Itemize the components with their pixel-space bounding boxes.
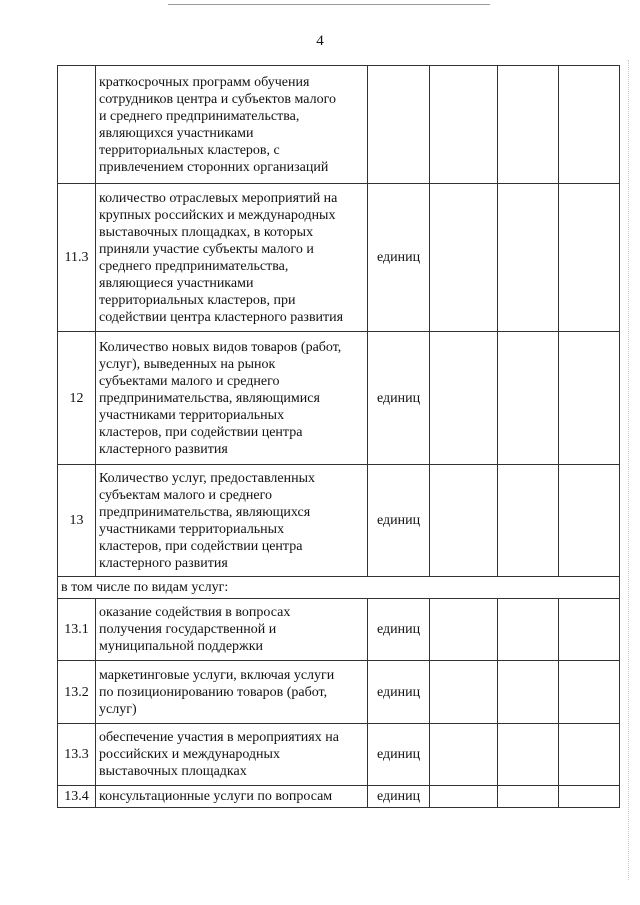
indicator-description: [96, 599, 368, 661]
value-cell: [559, 599, 620, 661]
row-number: 13.4: [58, 786, 96, 808]
unit-cell: единиц: [368, 465, 430, 577]
description-line: получения государственной и: [99, 622, 277, 637]
description-line: предпринимательства, являющимися: [99, 390, 320, 406]
section-label: в том числе по видам услуг:: [58, 577, 620, 599]
row-number: 13.3: [58, 724, 96, 786]
description-line: количество отраслевых мероприятий на: [99, 190, 338, 206]
description-line: сотрудников центра и субъектов малого: [99, 91, 336, 107]
description-line: выставочных площадках: [99, 764, 247, 779]
value-cell: [430, 786, 498, 808]
value-cell: [430, 661, 498, 724]
table-body: [58, 66, 620, 808]
description-line: среднего предпринимательства,: [99, 258, 289, 274]
table-row: [58, 786, 620, 808]
value-cell: [498, 66, 559, 184]
description-line: кластерного развития: [99, 441, 228, 457]
indicators-table: [57, 65, 620, 808]
value-cell: [430, 332, 498, 465]
indicator-description: [96, 724, 368, 786]
value-cell: [559, 786, 620, 808]
table-row: [58, 332, 620, 465]
value-cell: [559, 724, 620, 786]
value-cell: [559, 465, 620, 577]
description-line: и среднего предпринимательства,: [99, 108, 300, 124]
description-line: привлечением сторонних организаций: [99, 159, 329, 175]
indicator-description: [96, 465, 368, 577]
unit-cell: единиц: [368, 332, 430, 465]
description-line: маркетинговые услуги, включая услуги: [99, 667, 335, 683]
indicator-description: [96, 184, 368, 332]
description-line: выставочных площадках, в которых: [99, 224, 314, 240]
row-number: 13: [58, 465, 96, 577]
description-line: участниками территориальных: [99, 407, 285, 423]
unit-cell: единиц: [368, 599, 430, 661]
description-line: являющихся участниками: [99, 125, 254, 141]
row-number: 13.1: [58, 599, 96, 661]
description-line: территориальных кластеров, с: [99, 142, 280, 158]
table-row: [58, 184, 620, 332]
indicator-description: [96, 66, 368, 184]
description-line: Количество новых видов товаров (работ,: [99, 339, 342, 355]
table-row: [58, 465, 620, 577]
value-cell: [498, 599, 559, 661]
description-line: Количество услуг, предоставленных: [99, 470, 315, 486]
description-line: крупных российских и международных: [99, 207, 336, 223]
description-line: муниципальной поддержки: [99, 639, 264, 654]
description-line: приняли участие субъекты малого и: [99, 241, 314, 257]
unit-cell: единиц: [368, 184, 430, 332]
table-row: [58, 724, 620, 786]
description-line: предпринимательства, являющихся: [99, 504, 311, 520]
row-number: 12: [58, 332, 96, 465]
value-cell: [430, 66, 498, 184]
row-number: 13.2: [58, 661, 96, 724]
description-line: кластеров, при содействии центра: [99, 424, 303, 440]
description-line: услуг): [99, 701, 137, 717]
value-cell: [559, 184, 620, 332]
description-line: по позиционированию товаров (работ,: [99, 684, 328, 700]
value-cell: [498, 724, 559, 786]
description-line: субъектам малого и среднего: [99, 487, 272, 503]
value-cell: [498, 661, 559, 724]
row-number: [58, 66, 96, 184]
value-cell: [498, 184, 559, 332]
value-cell: [498, 786, 559, 808]
description-line: услуг), выведенных на рынок: [99, 356, 276, 372]
description-line: кластеров, при содействии центра: [99, 538, 303, 554]
top-scan-rule: [168, 4, 490, 5]
description-line: субъектами малого и среднего: [99, 373, 280, 389]
description-line: обеспечение участия в мероприятиях на: [99, 730, 339, 745]
table-row: [58, 66, 620, 184]
value-cell: [559, 66, 620, 184]
value-cell: [498, 465, 559, 577]
description-line: содействии центра кластерного развития: [99, 309, 344, 325]
value-cell: [559, 661, 620, 724]
table-row: [58, 599, 620, 661]
indicator-description: [96, 332, 368, 465]
description-line: являющиеся участниками: [99, 275, 254, 291]
unit-cell: единиц: [368, 724, 430, 786]
description-line: оказание содействия в вопросах: [99, 605, 291, 620]
value-cell: [430, 184, 498, 332]
indicator-description: [96, 786, 368, 808]
description-line: консультационные услуги по вопросам: [99, 789, 333, 804]
value-cell: [430, 465, 498, 577]
page-number: 4: [316, 33, 324, 49]
section-row: [58, 577, 620, 599]
description-line: территориальных кластеров, при: [99, 292, 296, 308]
row-number: 11.3: [58, 184, 96, 332]
unit-cell: единиц: [368, 661, 430, 724]
value-cell: [498, 332, 559, 465]
value-cell: [559, 332, 620, 465]
description-line: кластерного развития: [99, 555, 228, 571]
description-line: краткосрочных программ обучения: [99, 74, 310, 90]
scan-edge-mark: [628, 60, 630, 880]
description-line: российских и международных: [99, 747, 280, 762]
description-line: участниками территориальных: [99, 521, 285, 537]
indicator-description: [96, 661, 368, 724]
value-cell: [430, 599, 498, 661]
unit-cell: единиц: [368, 786, 430, 808]
value-cell: [430, 724, 498, 786]
unit-cell: [368, 66, 430, 184]
table-row: [58, 661, 620, 724]
